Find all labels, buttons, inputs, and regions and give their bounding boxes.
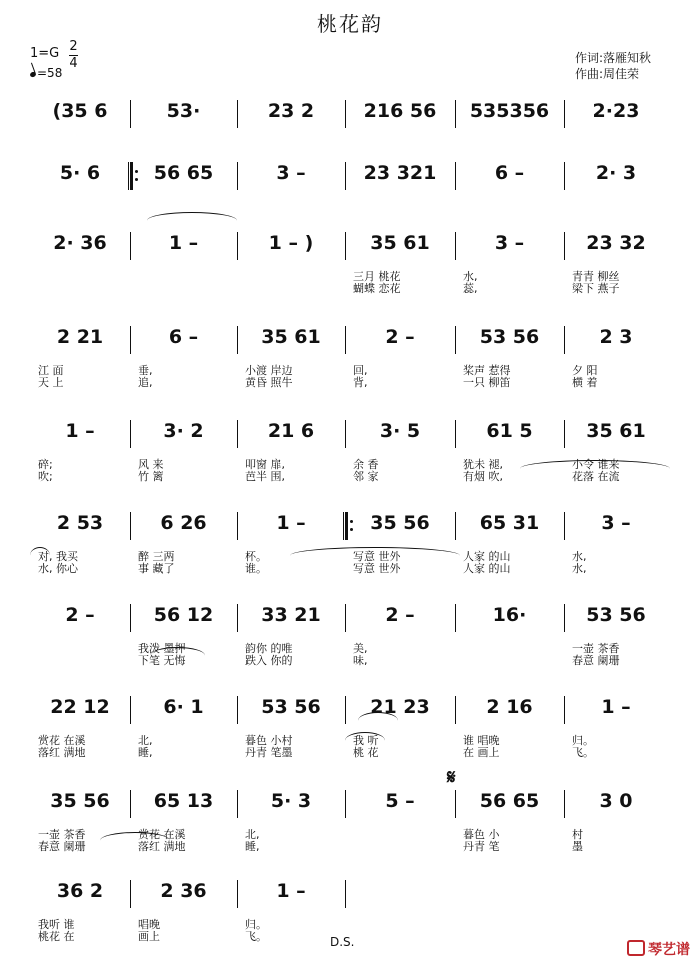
slur xyxy=(358,712,398,729)
measure-notes: 535356 xyxy=(469,100,550,122)
measure-notes: (35 6 xyxy=(52,100,108,122)
lyric-verse-1: 北, xyxy=(138,734,153,747)
measure xyxy=(351,790,449,820)
lyric-verse-2: 桃 花 xyxy=(353,746,379,759)
time-signature-numerator: 2 xyxy=(69,39,78,54)
barline xyxy=(455,604,456,632)
measure xyxy=(243,604,339,634)
lyric-verse-1: 谁 唱晚 xyxy=(463,734,500,747)
lyric-verse-1: 归。 xyxy=(572,734,594,747)
measure-notes: 3· 5 xyxy=(379,420,421,442)
barline xyxy=(130,232,131,260)
measure-notes: 216 56 xyxy=(363,100,437,122)
lyric-verse-1: 村 xyxy=(572,828,583,841)
measure xyxy=(36,512,124,542)
barline xyxy=(564,696,565,724)
lyric-verse-1: 江 面 xyxy=(38,364,64,377)
lyric-verse-1: 归。 xyxy=(245,918,267,931)
measure-notes: 33 21 xyxy=(261,604,321,626)
barline xyxy=(237,790,238,818)
measure xyxy=(461,420,558,450)
barline xyxy=(455,512,456,540)
measure-notes: 53 56 xyxy=(261,696,321,718)
measure-notes: 53 56 xyxy=(479,326,540,348)
lyric-verse-1: 北, xyxy=(245,828,260,841)
barline xyxy=(564,326,565,354)
barline xyxy=(345,604,346,632)
measure-notes: 2 3 xyxy=(599,326,633,348)
lyric-verse-1: 水, xyxy=(572,550,587,563)
measure xyxy=(570,604,662,634)
lyric-verse-2: 背, xyxy=(353,376,368,389)
measure xyxy=(243,880,339,910)
tempo-value: =58 xyxy=(37,66,63,80)
lyric-verse-2: 事 藏了 xyxy=(138,562,175,575)
measure-notes: 3 – xyxy=(494,232,525,254)
lyric-verse-2: 谁。 xyxy=(245,562,267,575)
lyric-verse-2: 蝴蝶 恋花 xyxy=(353,282,401,295)
barline xyxy=(237,232,238,260)
measure xyxy=(461,232,558,262)
ds-marking: D.S. xyxy=(330,935,355,949)
lyric-verse-2: 梁下 燕子 xyxy=(572,282,620,295)
measure xyxy=(243,232,339,262)
measure-notes: 1 – xyxy=(601,696,631,718)
measure-notes: 2·23 xyxy=(592,100,640,122)
measure-notes: 56 65 xyxy=(153,162,214,184)
lyric-verse-2: 蕊, xyxy=(463,282,478,295)
lyric-verse-2: 芭半 围, xyxy=(245,470,285,483)
barline xyxy=(455,420,456,448)
measure-notes: 2 21 xyxy=(56,326,104,348)
slur xyxy=(290,547,460,564)
lyric-verse-1: 水, xyxy=(463,270,478,283)
barline xyxy=(455,162,456,190)
lyric-verse-2: 画上 xyxy=(138,930,160,943)
lyric-verse-2: 睡, xyxy=(138,746,153,759)
lyric-verse-2: 横 着 xyxy=(572,376,598,389)
lyric-verse-1: 垂, xyxy=(138,364,153,377)
barline xyxy=(237,512,238,540)
measure-notes: 35 56 xyxy=(370,512,430,534)
lyric-verse-1: 青青 柳丝 xyxy=(572,270,620,283)
measure-notes: 65 13 xyxy=(153,790,214,812)
credits xyxy=(575,50,651,82)
barline xyxy=(455,232,456,260)
barline xyxy=(237,696,238,724)
measure-notes: 2 – xyxy=(385,604,415,626)
measure xyxy=(351,100,449,130)
barline xyxy=(564,162,565,190)
lyric-verse-2: 有烟 吹, xyxy=(463,470,503,483)
barline xyxy=(130,100,131,128)
measure xyxy=(570,100,662,130)
measure-notes: 22 12 xyxy=(50,696,110,718)
barline xyxy=(564,232,565,260)
measure xyxy=(351,420,449,450)
lyric-verse-1: 我听 谁 xyxy=(38,918,75,931)
measure-notes: 3 0 xyxy=(599,790,633,812)
lyric-verse-1: 犹未 褪, xyxy=(463,458,503,471)
measure-notes: 1 – xyxy=(168,232,199,254)
barline xyxy=(130,512,131,540)
measure xyxy=(36,100,124,130)
measure xyxy=(570,232,662,262)
measure-notes: 6 – xyxy=(494,162,525,184)
measure-notes: 6· 1 xyxy=(163,696,204,718)
slur xyxy=(345,732,385,749)
measure-notes: 1 – xyxy=(65,420,95,442)
barline xyxy=(237,420,238,448)
lyric-verse-1: 唱晚 xyxy=(138,918,160,931)
measure-notes: 21 23 xyxy=(370,696,430,718)
measure xyxy=(351,162,449,192)
measure-notes: 56 12 xyxy=(153,604,214,626)
barline xyxy=(564,790,565,818)
barline xyxy=(345,162,346,190)
measure xyxy=(570,326,662,356)
time-signature xyxy=(69,40,78,71)
barline xyxy=(564,512,565,540)
measure xyxy=(570,420,662,450)
barline xyxy=(345,326,346,354)
barline xyxy=(455,326,456,354)
measure xyxy=(243,696,339,726)
measure xyxy=(570,512,662,542)
measure xyxy=(36,696,124,726)
lyric-verse-1: 韵你 的唯 xyxy=(245,642,293,655)
lyric-verse-1: 小令 谁来 xyxy=(572,458,620,471)
lyric-verse-2: 落红 满地 xyxy=(38,746,86,759)
lyric-verse-1: 桨声 惹得 xyxy=(463,364,511,377)
measure-notes: 35 61 xyxy=(586,420,646,442)
measure xyxy=(243,100,339,130)
measure-notes: 1 – xyxy=(276,512,306,534)
measure-notes: 5· 3 xyxy=(270,790,312,812)
barline xyxy=(130,420,131,448)
lyric-verse-2: 天 上 xyxy=(38,376,64,389)
lyric-verse-2: 桃花 在 xyxy=(38,930,75,943)
measure xyxy=(461,512,558,542)
lyric-verse-2: 丹青 笔 xyxy=(463,840,500,853)
lyric-verse-1: 夕 阳 xyxy=(572,364,598,377)
measure-notes: 35 56 xyxy=(50,790,110,812)
repeat-barline xyxy=(343,512,351,540)
measure-notes: 16· xyxy=(492,604,527,626)
lyric-verse-2: 人家 的山 xyxy=(463,562,511,575)
measure-notes: 2 – xyxy=(385,326,415,348)
measure xyxy=(461,162,558,192)
tempo-marking xyxy=(30,66,62,80)
lyric-verse-1: 赏花 在溪 xyxy=(138,828,186,841)
measure xyxy=(243,420,339,450)
lyric-verse-2: 跌入 你的 xyxy=(245,654,293,667)
lyric-verse-2: 在 画上 xyxy=(463,746,500,759)
measure-notes: 23 2 xyxy=(267,100,315,122)
measure xyxy=(351,326,449,356)
measure xyxy=(36,162,124,192)
barline xyxy=(345,100,346,128)
barline xyxy=(345,790,346,818)
barline xyxy=(345,420,346,448)
measure xyxy=(36,326,124,356)
lyric-verse-1: 写意 世外 xyxy=(353,550,401,563)
measure-notes: 61 5 xyxy=(486,420,533,442)
lyric-verse-2: 味, xyxy=(353,654,368,667)
lyric-verse-1: 我泼 墨押 xyxy=(138,642,186,655)
lyric-verse-2: 春意 阑珊 xyxy=(572,654,620,667)
measure xyxy=(136,100,231,130)
time-signature-denominator: 4 xyxy=(69,56,78,71)
lyric-verse-1: 叩窗 扉, xyxy=(245,458,285,471)
barline xyxy=(345,232,346,260)
measure-notes: 6 26 xyxy=(160,512,207,534)
slur xyxy=(520,460,670,477)
measure-notes: 53· xyxy=(166,100,201,122)
barline xyxy=(130,880,131,908)
lyric-verse-1: 小渡 岸边 xyxy=(245,364,293,377)
measure xyxy=(36,880,124,910)
measure-notes: 65 31 xyxy=(479,512,540,534)
measure-notes: 2 36 xyxy=(160,880,207,902)
barline xyxy=(130,326,131,354)
measure-notes: 35 61 xyxy=(370,232,430,254)
barline xyxy=(237,100,238,128)
measure xyxy=(461,790,558,820)
key-signature: 1=G xyxy=(30,46,60,61)
lyric-verse-1: 一壶 茶香 xyxy=(38,828,86,841)
repeat-barline xyxy=(128,162,136,190)
measure-notes: 2 53 xyxy=(56,512,104,534)
barline xyxy=(564,604,565,632)
lyric-verse-1: 回, xyxy=(353,364,368,377)
measure xyxy=(136,790,231,820)
measure-notes: 56 65 xyxy=(479,790,540,812)
measure xyxy=(351,512,449,542)
measure xyxy=(461,604,558,634)
lyric-verse-2: 竹 篱 xyxy=(138,470,164,483)
measure xyxy=(36,232,124,262)
barline xyxy=(455,790,456,818)
barline xyxy=(564,420,565,448)
measure-notes: 2 – xyxy=(65,604,95,626)
measure-notes: 2· 3 xyxy=(595,162,637,184)
barline xyxy=(237,162,238,190)
lyric-verse-1: 醉 三两 xyxy=(138,550,175,563)
measure xyxy=(351,232,449,262)
measure xyxy=(136,420,231,450)
segno-icon: 𝄋 xyxy=(447,765,456,789)
measure-notes: 5· 6 xyxy=(59,162,101,184)
lyric-verse-2: 水, 你心 xyxy=(38,562,78,575)
measure xyxy=(461,100,558,130)
lyricist: 作词:落雁知秋 xyxy=(575,51,652,65)
barline xyxy=(564,100,565,128)
quarter-note-icon xyxy=(29,71,36,78)
lyric-verse-2: 飞。 xyxy=(572,746,594,759)
measure xyxy=(136,604,231,634)
lyric-verse-2: 飞。 xyxy=(245,930,267,943)
lyric-verse-1: 余 香 xyxy=(353,458,379,471)
measure-notes: 53 56 xyxy=(586,604,646,626)
measure xyxy=(136,326,231,356)
barline xyxy=(345,696,346,724)
lyric-verse-1: 杯。 xyxy=(245,550,267,563)
lyric-verse-2: 一只 柳笛 xyxy=(463,376,511,389)
lyric-verse-1: 风 来 xyxy=(138,458,164,471)
lyric-verse-1: 三月 桃花 xyxy=(353,270,401,283)
measure xyxy=(570,790,662,820)
measure xyxy=(36,604,124,634)
watermark-text: 琴艺谱 xyxy=(648,942,690,958)
lyric-verse-2: 追, xyxy=(138,376,153,389)
lyric-verse-2: 水, xyxy=(572,562,587,575)
composer: 作曲:周佳荣 xyxy=(575,67,640,81)
song-title: 桃花韵 xyxy=(317,12,383,36)
logo-icon xyxy=(627,940,645,956)
lyric-verse-2: 丹青 笔墨 xyxy=(245,746,293,759)
measure xyxy=(136,696,231,726)
measure-notes: 3· 2 xyxy=(163,420,204,442)
measure xyxy=(243,162,339,192)
lyric-verse-2: 落红 满地 xyxy=(138,840,186,853)
measure xyxy=(36,790,124,820)
lyric-verse-1: 暮色 小 xyxy=(463,828,500,841)
measure xyxy=(570,162,662,192)
measure xyxy=(136,232,231,262)
slur xyxy=(147,212,237,229)
measure-notes: 35 61 xyxy=(261,326,321,348)
measure xyxy=(243,512,339,542)
barline xyxy=(237,880,238,908)
lyric-verse-2: 黄昏 照牛 xyxy=(245,376,293,389)
slur xyxy=(30,547,50,564)
measure xyxy=(136,512,231,542)
lyric-verse-2: 睡, xyxy=(245,840,260,853)
measure xyxy=(136,162,231,192)
lyric-verse-2: 吹; xyxy=(38,470,53,483)
measure xyxy=(136,880,231,910)
lyric-verse-2: 墨 xyxy=(572,840,583,853)
lyric-verse-2: 春意 阑珊 xyxy=(38,840,86,853)
lyric-verse-2: 邻 家 xyxy=(353,470,379,483)
lyric-verse-2: 写意 世外 xyxy=(353,562,401,575)
measure xyxy=(243,326,339,356)
barline xyxy=(455,100,456,128)
measure xyxy=(570,696,662,726)
measure-notes: 2· 36 xyxy=(53,232,107,254)
measure-notes: 36 2 xyxy=(56,880,104,902)
lyric-verse-1: 人家 的山 xyxy=(463,550,511,563)
barline xyxy=(237,326,238,354)
measure-notes: 23 32 xyxy=(586,232,646,254)
slur xyxy=(150,647,205,664)
watermark xyxy=(627,939,690,959)
measure xyxy=(461,696,558,726)
measure-notes: 3 – xyxy=(276,162,306,184)
measure xyxy=(243,790,339,820)
measure xyxy=(351,604,449,634)
lyric-verse-1: 暮色 小村 xyxy=(245,734,293,747)
measure-notes: 1 – ) xyxy=(268,232,314,254)
barline xyxy=(130,604,131,632)
lyric-verse-2: 下笔 无悔 xyxy=(138,654,186,667)
measure xyxy=(461,326,558,356)
lyric-verse-1: 美, xyxy=(353,642,368,655)
measure-notes: 5 – xyxy=(385,790,415,812)
lyric-verse-1: 碎; xyxy=(38,458,53,471)
barline xyxy=(130,696,131,724)
lyric-verse-1: 赏花 在溪 xyxy=(38,734,86,747)
barline xyxy=(237,604,238,632)
lyric-verse-1: 对, 我买 xyxy=(38,550,78,563)
measure-notes: 6 – xyxy=(168,326,199,348)
measure-notes: 2 16 xyxy=(486,696,533,718)
slur xyxy=(100,832,170,849)
measure-notes: 21 6 xyxy=(267,420,315,442)
measure xyxy=(36,420,124,450)
barline xyxy=(345,880,346,908)
measure-notes: 23 321 xyxy=(363,162,437,184)
measure-notes: 1 – xyxy=(276,880,306,902)
lyric-verse-2: 花落 在流 xyxy=(572,470,620,483)
measure-notes: 3 – xyxy=(601,512,631,534)
barline xyxy=(455,696,456,724)
lyric-verse-1: 一壶 茶香 xyxy=(572,642,620,655)
barline xyxy=(130,790,131,818)
lyric-verse-1: 我 听 xyxy=(353,734,379,747)
